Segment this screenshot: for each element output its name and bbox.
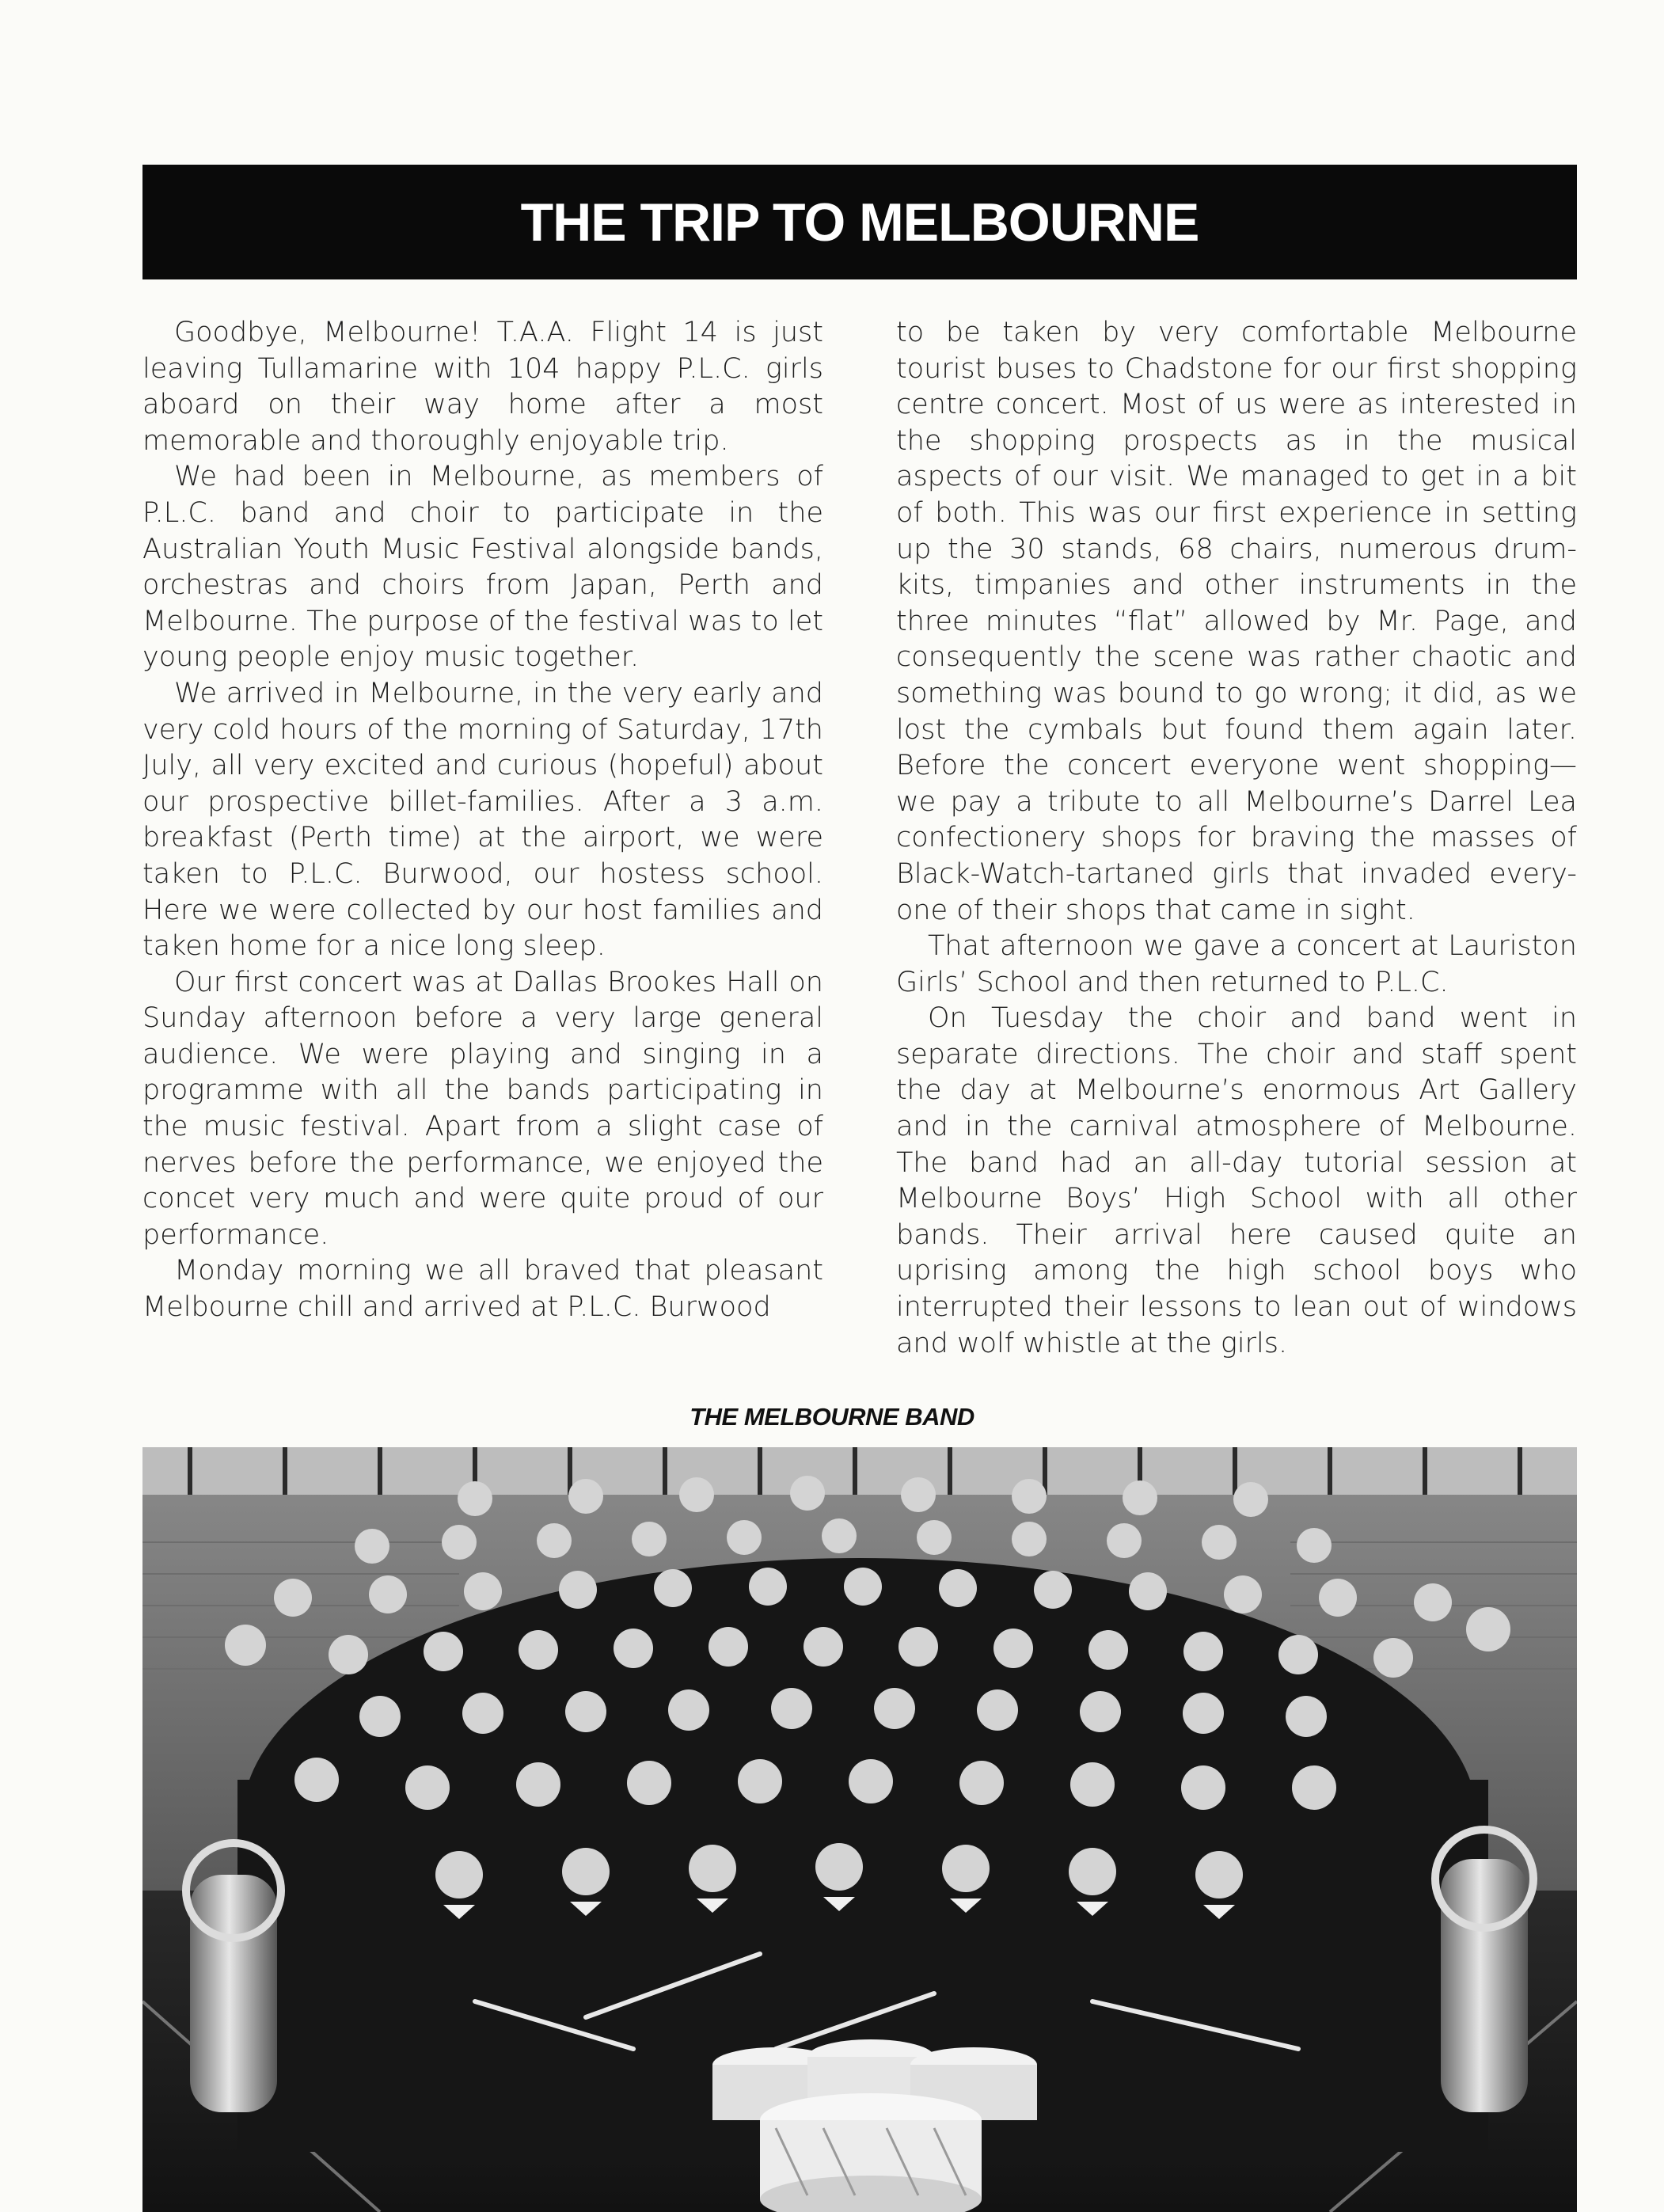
paragraph: Goodbye, Melbourne! T.A.A. Flight 14 is just leaving Tullamarine with 104 happy P.L.C. girls aboard on their way home after a most memorable and thoroughly enjoyable trip. (142, 317, 823, 457)
article-column-right (896, 315, 1577, 1362)
paragraph: That afternoon we gave a concert at Lauriston Girls’ School and then returned to P.L.C. (896, 930, 1577, 998)
paragraph: We had been in Melbourne, as members of P.L.C. band and choir to participate in the Australian Youth Music Festival alongside bands, orchestras and choirs from Japan, Perth and Melbourne. The purpose of the festival was to let young people enjoy music together. (142, 461, 823, 674)
photo-caption: THE MELBOURNE BAND (690, 1403, 974, 1431)
paragraph: On Tuesday the choir and band went in separate directions. The choir and staff spent the day at Melbourne’s enormous Art Gallery and in the carnival atmosphere of Melbourne. The band had an all-day tutorial session at Melbourne Boys’ High School with all other bands. Their arrival here caused quite an uprising among the high school boys who interrupted their lessons to lean out of windows and wolf whistle at the girls. (896, 1002, 1577, 1359)
paragraph: Our first concert was at Dallas Brookes Hall on Sunday afternoon before a very large general audience. We were playing and singing in a programme with all the bands participating in the music festival. Apart from a slight case of nerves before the performance, we enjoyed the concet very much and were quite proud of our performance. (142, 966, 823, 1251)
paragraph: to be taken by very comfortable Melbourne tourist buses to Chadstone for our first shopping centre concert. Most of us were as interested in the shopping prospects as in the musical aspects of our visit. We managed to get in a bit of both. This was our first experience in setting up the 30 stands, 68 chairs, numerous drum-kits, timpanies and other instruments in the three minutes “flat” allowed by Mr. Page, and consequently the scene was rather chaotic and something was bound to go wrong; it did, as we lost the cymbals but found them again later. Before the concert everyone went shopping— we pay a tribute to all Melbourne’s Darrel Lea confectionery shops for braving the masses of Black-Watch-tartaned girls that invaded every-one of their shops that came in sight. (896, 317, 1577, 926)
title-banner (142, 165, 1577, 279)
article-column-left (142, 315, 823, 1326)
band-photograph (142, 1447, 1577, 2212)
paragraph: We arrived in Melbourne, in the very early and very cold hours of the morning of Saturday, 17th July, all very excited and curious (hopeful) about our prospective billet-families. After a 3 a.m. breakfast (Perth time) at the airport, we were taken to P.L.C. Burwood, our hostess school. Here we were collected by our host families and taken home for a nice long sleep. (142, 677, 823, 963)
page-title: THE TRIP TO MELBOURNE (520, 192, 1199, 253)
paragraph: Monday morning we all braved that pleasant Melbourne chill and arrived at P.L.C. Burwood (142, 1255, 823, 1324)
band-photo-illustration (142, 1447, 1577, 2212)
